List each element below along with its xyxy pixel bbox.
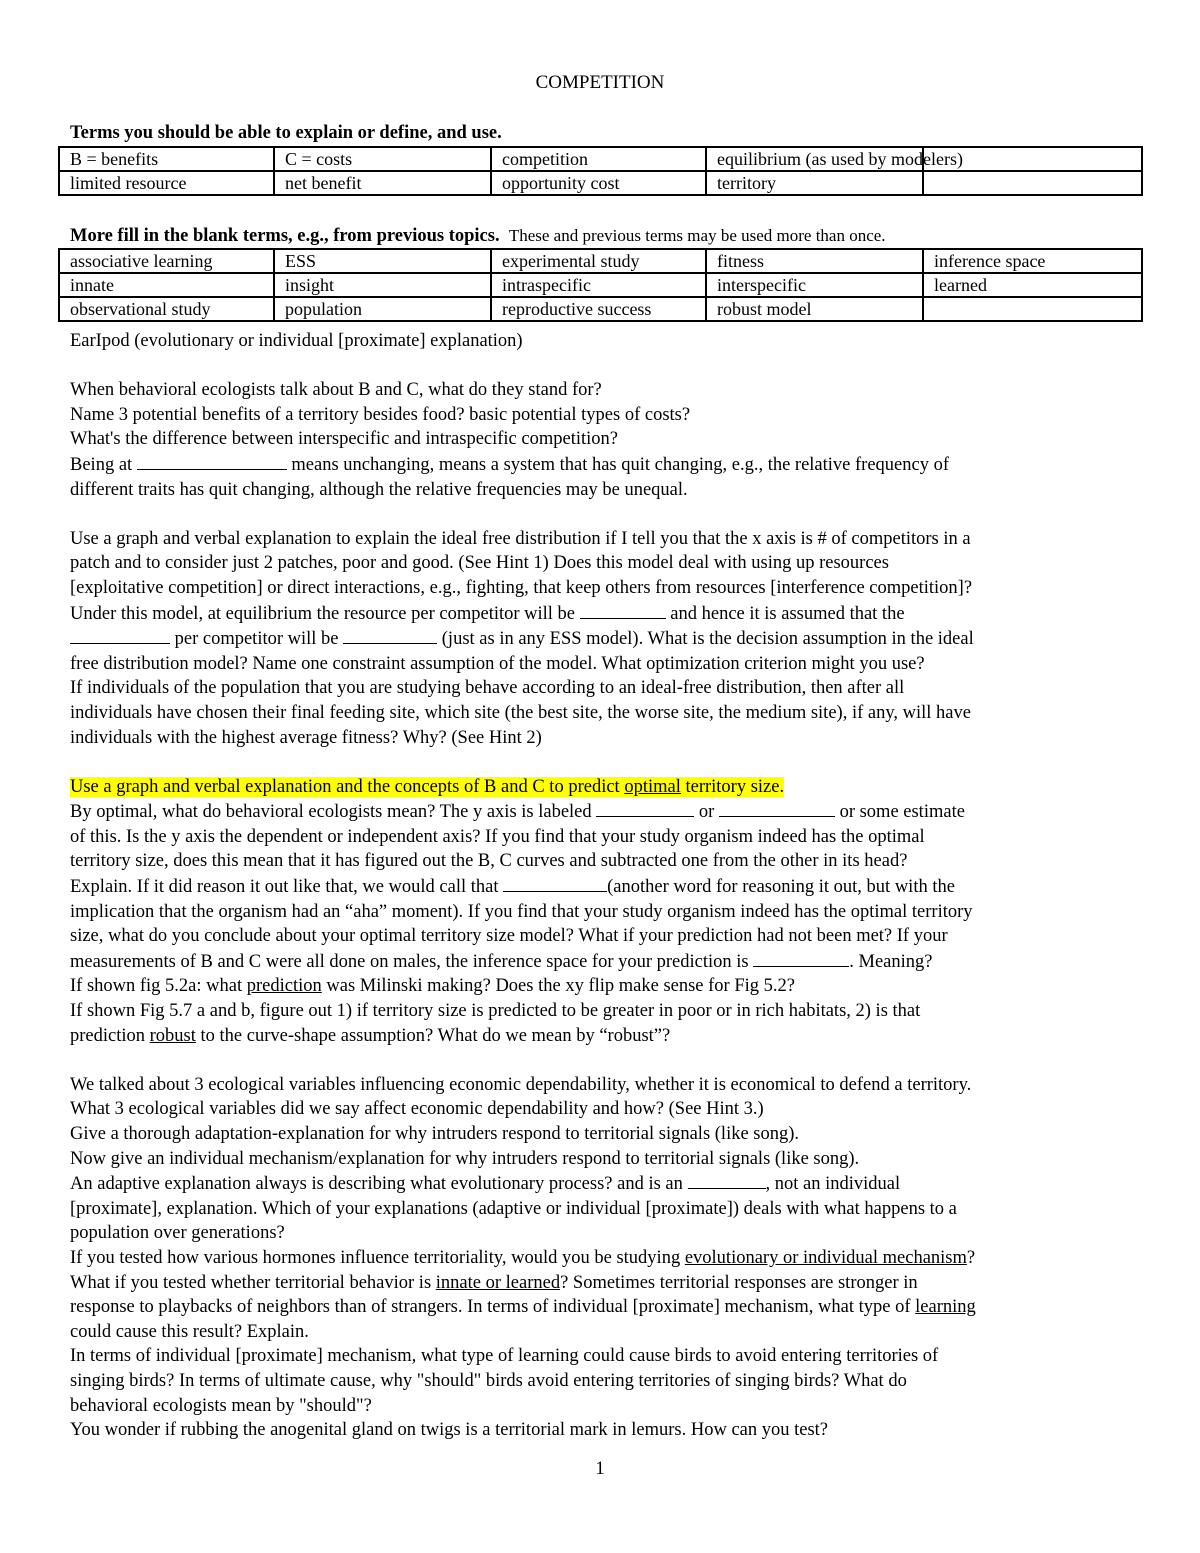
- page-title: COMPETITION: [535, 72, 665, 93]
- text-line: population over generations?: [70, 1223, 285, 1244]
- text-run: Being at: [70, 454, 137, 475]
- table-cell: C = costs: [274, 147, 491, 171]
- table-cell: innate: [59, 273, 274, 297]
- table-cell: intraspecific: [491, 273, 706, 297]
- table-cell: limited resource: [59, 171, 274, 195]
- table-cell: interspecific: [706, 273, 923, 297]
- text-line: [70, 874, 1135, 900]
- text-run: and hence it is assumed that the: [665, 603, 905, 624]
- text-line: [70, 452, 1135, 478]
- text-line: territory size, does this mean that it has figured out the B, C curves and subtracted one from the other in its head?: [70, 851, 908, 872]
- text-line: We talked about 3 ecological variables influencing economic dependability, whether it is economical to defend a territory.: [70, 1074, 972, 1095]
- table-row: [59, 249, 1142, 273]
- text-run: ? Sometimes territorial responses are stronger in: [560, 1272, 918, 1293]
- text-line: [70, 799, 1135, 825]
- text-line: What 3 ecological variables did we say affect economic dependability and how? (See Hint 3.): [70, 1099, 764, 1120]
- underlined-term: learning: [915, 1297, 976, 1318]
- text-line: Now give an individual mechanism/explanation for why intruders respond to territorial signals (like song).: [70, 1148, 860, 1169]
- text-run: (another word for reasoning it out, but with the: [607, 877, 955, 898]
- text-run: An adaptive explanation always is describing what evolutionary process? and is an: [70, 1174, 688, 1195]
- text-line: [70, 1246, 1135, 1271]
- text-run: measurements of B and C were all done on males, the inference space for your prediction is: [70, 951, 754, 972]
- fill-blank: [70, 626, 170, 644]
- table-cell: learned: [923, 273, 1142, 297]
- text-run: or some estimate: [834, 802, 965, 823]
- text-line: You wonder if rubbing the anogenital gland on twigs is a territorial mark in lemurs. How can you test?: [70, 1420, 829, 1441]
- fill-blank: [596, 799, 694, 817]
- section2-heading: [70, 224, 886, 249]
- text-run: If shown fig 5.2a: what: [70, 976, 247, 997]
- table-cell: opportunity cost: [491, 171, 706, 195]
- table-cell: experimental study: [491, 249, 706, 273]
- underlined-term: innate or learned: [435, 1272, 561, 1293]
- text-run: means unchanging, means a system that has quit changing, e.g., the relative frequency of: [286, 454, 949, 475]
- table-cell: B = benefits: [59, 147, 274, 171]
- text-line: [70, 1024, 1135, 1049]
- text-line: [70, 775, 1135, 800]
- table-cell: inference space: [923, 249, 1142, 273]
- terms-table-2: [58, 248, 1143, 322]
- body-text: [70, 329, 1135, 1443]
- text-line: In terms of individual [proximate] mechanism, what type of learning could cause birds to avoid entering territories of: [70, 1346, 939, 1367]
- table-row: [59, 297, 1142, 321]
- text-line: [70, 626, 1135, 652]
- table-cell: equilibrium (as used by modelers): [706, 147, 923, 171]
- text-line: patch and to consider just 2 patches, poor and good. (See Hint 1) Does this model deal with using up resources: [70, 553, 889, 574]
- table-cell: ESS: [274, 249, 491, 273]
- text-line: behavioral ecologists mean by "should"?: [70, 1395, 372, 1416]
- text-line: If individuals of the population that you are studying behave according to an ideal-free distribution, then after all: [70, 678, 905, 699]
- text-line: [70, 1171, 1135, 1197]
- table-cell: competition: [491, 147, 706, 171]
- table-row: [59, 171, 1142, 195]
- table-row: [59, 147, 1142, 171]
- text-line: Give a thorough adaptation-explanation for why intruders respond to territorial signals (like song).: [70, 1124, 800, 1144]
- table-cell: observational study: [59, 297, 274, 321]
- table-cell: population: [274, 297, 491, 321]
- table-row: [59, 273, 1142, 297]
- text-line: individuals have chosen their final feeding site, which site (the best site, the worse site, the medium site), if any, will have: [70, 702, 971, 723]
- text-run: ?: [966, 1247, 976, 1268]
- underlined-term: evolutionary or individual mechanism: [684, 1247, 967, 1268]
- text-line: of this. Is the y axis the dependent or independent axis? If you find that your study organism indeed has the optimal: [70, 826, 925, 847]
- text-line: individuals with the highest average fitness? Why? (See Hint 2): [70, 727, 542, 748]
- text-line: singing birds? In terms of ultimate cause, why "should" birds avoid entering territories of singing birds? What do: [70, 1370, 907, 1391]
- text-run: prediction: [70, 1025, 150, 1046]
- text-line: [exploitative competition] or direct interactions, e.g., fighting, that keep others from resources [interference competition]?: [70, 577, 973, 598]
- fill-blank: [137, 452, 287, 470]
- text-line: size, what do you conclude about your optimal territory size model? What if your prediction had not been met? If your: [70, 926, 948, 947]
- page-number: 1: [595, 1459, 605, 1479]
- section2-note: These and previous terms may be used more than once.: [508, 226, 886, 245]
- fill-blank: [580, 601, 666, 619]
- text-line: Name 3 potential benefits of a territory besides food? basic potential types of costs?: [70, 404, 691, 425]
- section2-heading-text: More fill in the blank terms, e.g., from previous topics.: [70, 226, 500, 246]
- text-run: Explain. If it did reason it out like that, we would call that: [70, 877, 504, 898]
- table-cell: insight: [274, 273, 491, 297]
- text-run: Use a graph and verbal explanation and the concepts of B and C to predict: [70, 776, 625, 797]
- fill-blank: [343, 626, 437, 644]
- table-cell: [923, 171, 1142, 195]
- text-run: What if you tested whether territorial behavior is: [70, 1272, 436, 1293]
- terms-table-1: [58, 146, 1143, 196]
- text-line: [70, 949, 1135, 975]
- text-line: free distribution model? Name one constraint assumption of the model. What optimization criterion might you use?: [70, 653, 925, 674]
- text-line: If shown Fig 5.7 a and b, figure out 1) if territory size is predicted to be greater in poor or in rich habitats, 2) is that: [70, 1001, 921, 1022]
- text-run: Under this model, at equilibrium the resource per competitor will be: [70, 603, 580, 624]
- text-line: [70, 974, 1135, 999]
- section1-heading: Terms you should be able to explain or define, and use.: [70, 123, 502, 143]
- text-run: If you tested how various hormones influence territoriality, would you be studying: [70, 1247, 685, 1268]
- text-line: What's the difference between interspecific and intraspecific competition?: [70, 429, 618, 450]
- text-line: [70, 1295, 1135, 1320]
- text-line: [70, 601, 1135, 627]
- text-run: By optimal, what do behavioral ecologists mean? The y axis is labeled: [70, 802, 597, 823]
- fill-blank: [688, 1171, 766, 1189]
- text-run: to the curve-shape assumption? What do we mean by “robust”?: [195, 1025, 671, 1046]
- text-line: EarIpod (evolutionary or individual [proximate] explanation): [70, 331, 523, 351]
- text-run: (just as in any ESS model). What is the decision assumption in the ideal: [437, 629, 974, 650]
- table-cell: associative learning: [59, 249, 274, 273]
- text-run: or: [694, 802, 719, 823]
- text-run: , not an individual: [765, 1174, 901, 1195]
- text-run: was Milinski making? Does the xy flip make sense for Fig 5.2?: [321, 976, 795, 997]
- text-line: implication that the organism had an “aha” moment). If you find that your study organism indeed has the optimal territory: [70, 901, 973, 922]
- table-cell: territory: [706, 171, 923, 195]
- underlined-term: optimal: [624, 776, 681, 797]
- table-cell: reproductive success: [491, 297, 706, 321]
- table-cell: net benefit: [274, 171, 491, 195]
- text-line: [proximate], explanation. Which of your explanations (adaptive or individual [proximate]) deals with what happens to a: [70, 1198, 957, 1219]
- text-run: territory size.: [680, 776, 785, 797]
- underlined-term: prediction: [246, 976, 322, 997]
- text-run: response to playbacks of neighbors than of strangers. In terms of individual [proximate] mechanism, what type of: [70, 1297, 916, 1318]
- highlighted-prompt: [70, 777, 784, 797]
- fill-blank: [719, 799, 835, 817]
- table-cell: fitness: [706, 249, 923, 273]
- text-line: [70, 1271, 1135, 1296]
- text-line: When behavioral ecologists talk about B and C, what do they stand for?: [70, 380, 602, 401]
- underlined-term: robust: [149, 1025, 196, 1046]
- text-run: per competitor will be: [170, 629, 344, 650]
- fill-blank: [503, 874, 607, 892]
- text-line: could cause this result? Explain.: [70, 1321, 309, 1342]
- table-cell: robust model: [706, 297, 923, 321]
- text-line: different traits has quit changing, although the relative frequencies may be unequal.: [70, 479, 688, 500]
- text-run: . Meaning?: [849, 951, 933, 972]
- table-cell: [923, 297, 1142, 321]
- text-line: Use a graph and verbal explanation to explain the ideal free distribution if I tell you that the x axis is # of competitors in a: [70, 528, 971, 549]
- fill-blank: [753, 949, 849, 967]
